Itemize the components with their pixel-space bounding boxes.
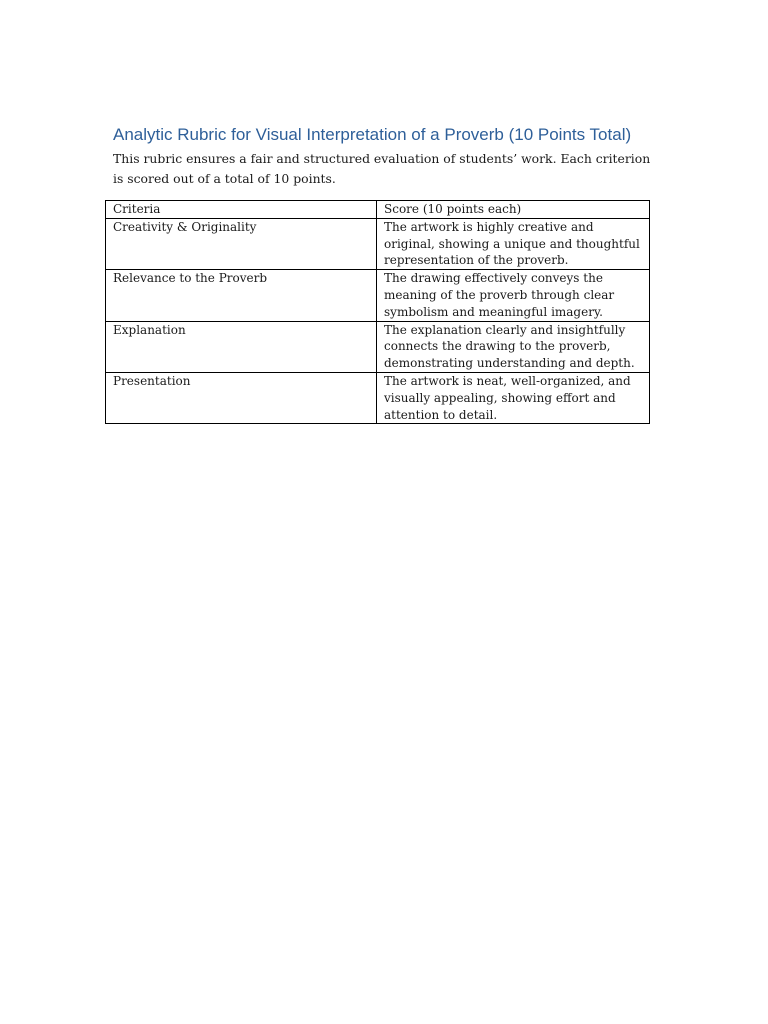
criterion-cell: Relevance to the Proverb (106, 270, 377, 321)
table-row (106, 218, 650, 269)
criterion-cell: Creativity & Originality (106, 218, 377, 269)
document-title: Analytic Rubric for Visual Interpretation of a Proverb (10 Points Total) (113, 125, 632, 144)
description-cell: The artwork is neat, well-organized, and visually appealing, showing effort and attention to detail. (377, 372, 650, 423)
description-cell: The artwork is highly creative and original, showing a unique and thoughtful representation of the proverb. (377, 218, 650, 269)
rubric-table (105, 200, 650, 424)
table-header-row (106, 201, 650, 219)
table-row (106, 372, 650, 423)
criterion-cell: Explanation (106, 321, 377, 372)
description-cell: The explanation clearly and insightfully connects the drawing to the proverb, demonstrating understanding and depth. (377, 321, 650, 372)
table-row (106, 321, 650, 372)
criterion-cell: Presentation (106, 372, 377, 423)
intro-paragraph: This rubric ensures a fair and structured evaluation of students’ work. Each criterion is scored out of a total of 10 points. (113, 151, 651, 186)
description-cell: The drawing effectively conveys the meaning of the proverb through clear symbolism and meaningful imagery. (377, 270, 650, 321)
header-score: Score (10 points each) (377, 201, 650, 219)
header-criteria: Criteria (106, 201, 377, 219)
table-row (106, 270, 650, 321)
